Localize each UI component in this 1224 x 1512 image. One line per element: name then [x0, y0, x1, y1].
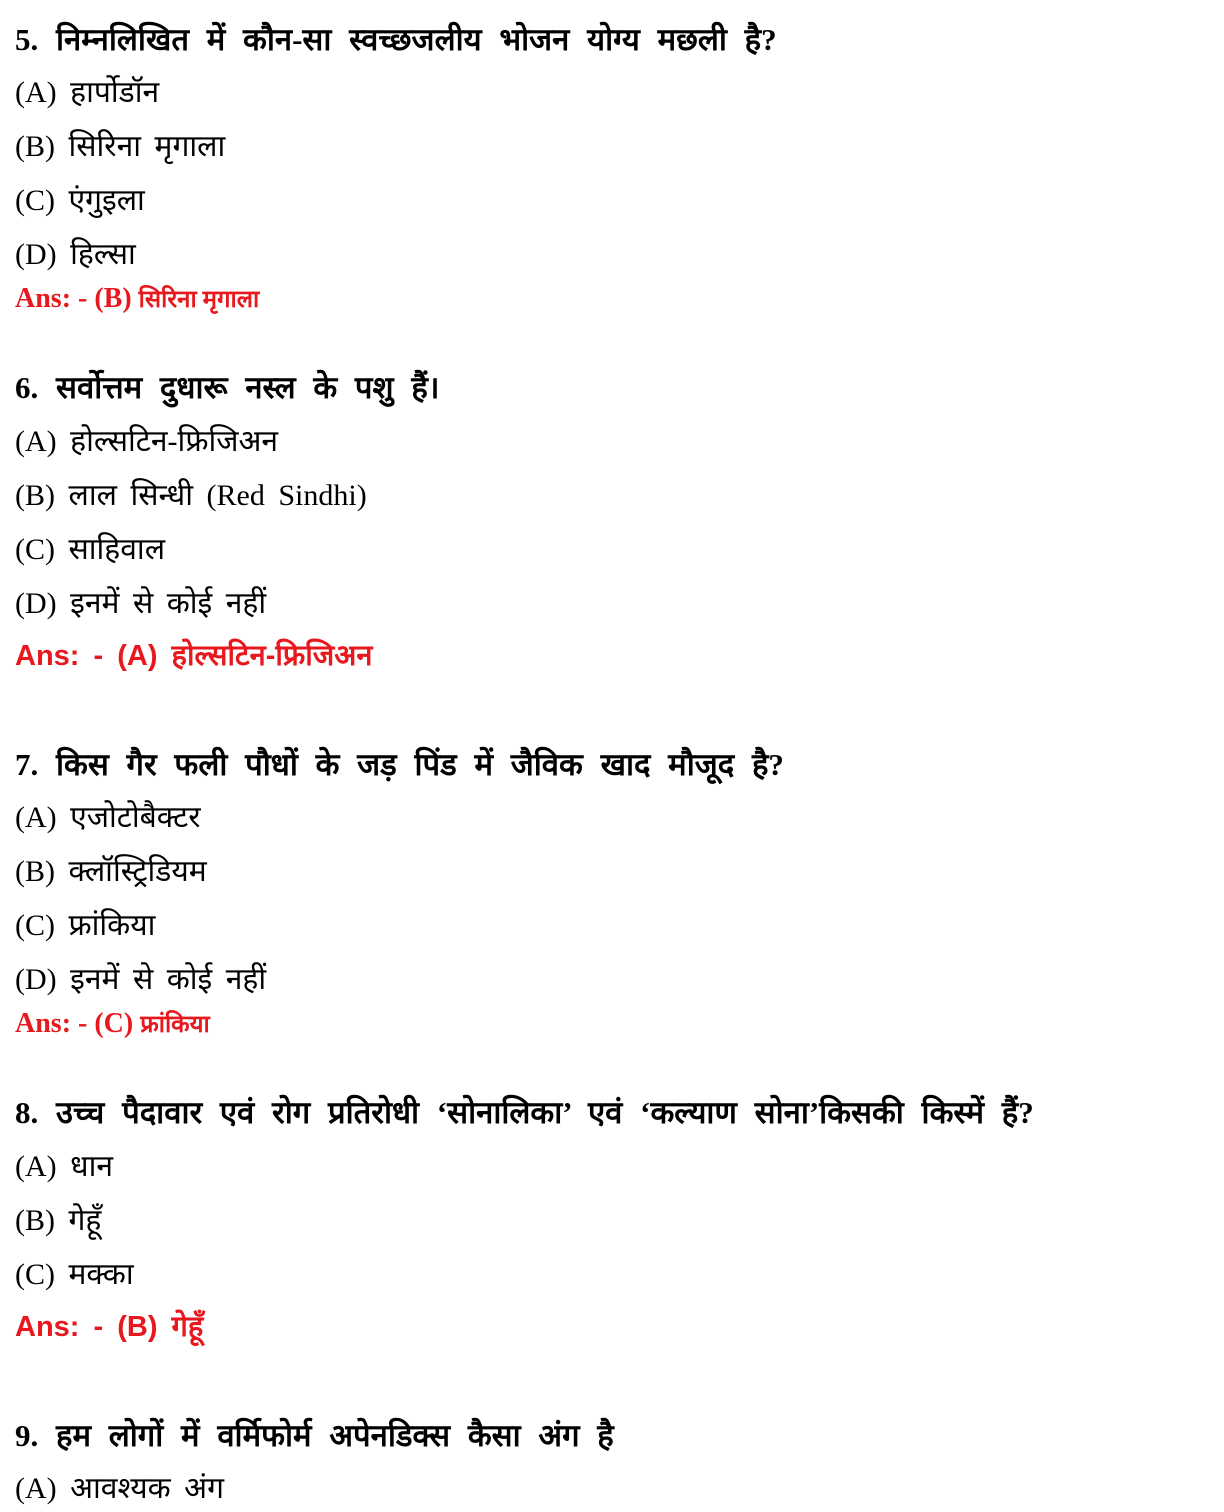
question-7-option-a: (A) एजोटोबैक्टर	[15, 801, 201, 834]
question-9: 9. हम लोगों में वर्मिफोर्म अपेनडिक्स कैसा अंग है	[15, 1418, 614, 1453]
question-5-answer	[15, 285, 259, 313]
question-8: 8. उच्च पैदावार एवं रोग प्रतिरोधी ‘सोनालिका’ एवं ‘कल्याण सोना’किसकी किस्में हैं?	[15, 1095, 1034, 1130]
question-6-option-a: (A) होल्सटिन-फ्रिजिअन	[15, 425, 279, 458]
question-8-answer	[15, 1313, 203, 1342]
question-6-option-c: (C) साहिवाल	[15, 533, 166, 566]
question-8-option-a: (A) धान	[15, 1150, 114, 1183]
question-6-option-d: (D) इनमें से कोई नहीं	[15, 587, 267, 620]
question-7-answer	[15, 1010, 210, 1038]
answer-prefix: Ans: - (A)	[15, 640, 158, 672]
answer-prefix: Ans: - (B)	[15, 1311, 158, 1343]
answer-prefix: Ans: - (C)	[15, 1008, 134, 1039]
question-7: 7. किस गैर फली पौधों के जड़ पिंड में जैविक खाद मौजूद है?	[15, 747, 784, 782]
question-6: 6. सर्वोत्तम दुधारू नस्ल के पशु हैं।	[15, 370, 440, 405]
answer-prefix: Ans: - (B)	[15, 283, 132, 314]
question-9-option-a: (A) आवश्यक अंग	[15, 1472, 224, 1505]
question-5-option-c: (C) एंगुइला	[15, 184, 145, 217]
question-8-option-b: (B) गेहूँ	[15, 1204, 102, 1237]
question-7-option-c: (C) फ्रांकिया	[15, 909, 156, 942]
question-7-option-b: (B) क्लॉस्ट्रिडियम	[15, 855, 207, 888]
question-7-option-d: (D) इनमें से कोई नहीं	[15, 963, 267, 996]
question-5-option-a: (A) हार्पोडॉन	[15, 76, 160, 109]
question-5: 5. निम्नलिखित में कौन-सा स्वच्छजलीय भोजन योग्य मछली है?	[15, 22, 777, 57]
question-5-option-d: (D) हिल्सा	[15, 238, 136, 271]
answer-text: फ्रांकिया	[140, 1012, 210, 1038]
answer-text: गेहूँ	[171, 1311, 204, 1343]
question-8-option-c: (C) मक्का	[15, 1258, 134, 1291]
question-6-answer	[15, 642, 373, 671]
answer-text: होल्सटिन-फ्रिजिअन	[171, 640, 373, 672]
answer-text: सिरिना मृगाला	[138, 287, 260, 313]
question-5-option-b: (B) सिरिना मृगाला	[15, 130, 226, 163]
question-6-option-b: (B) लाल सिन्धी (Red Sindhi)	[15, 479, 367, 512]
